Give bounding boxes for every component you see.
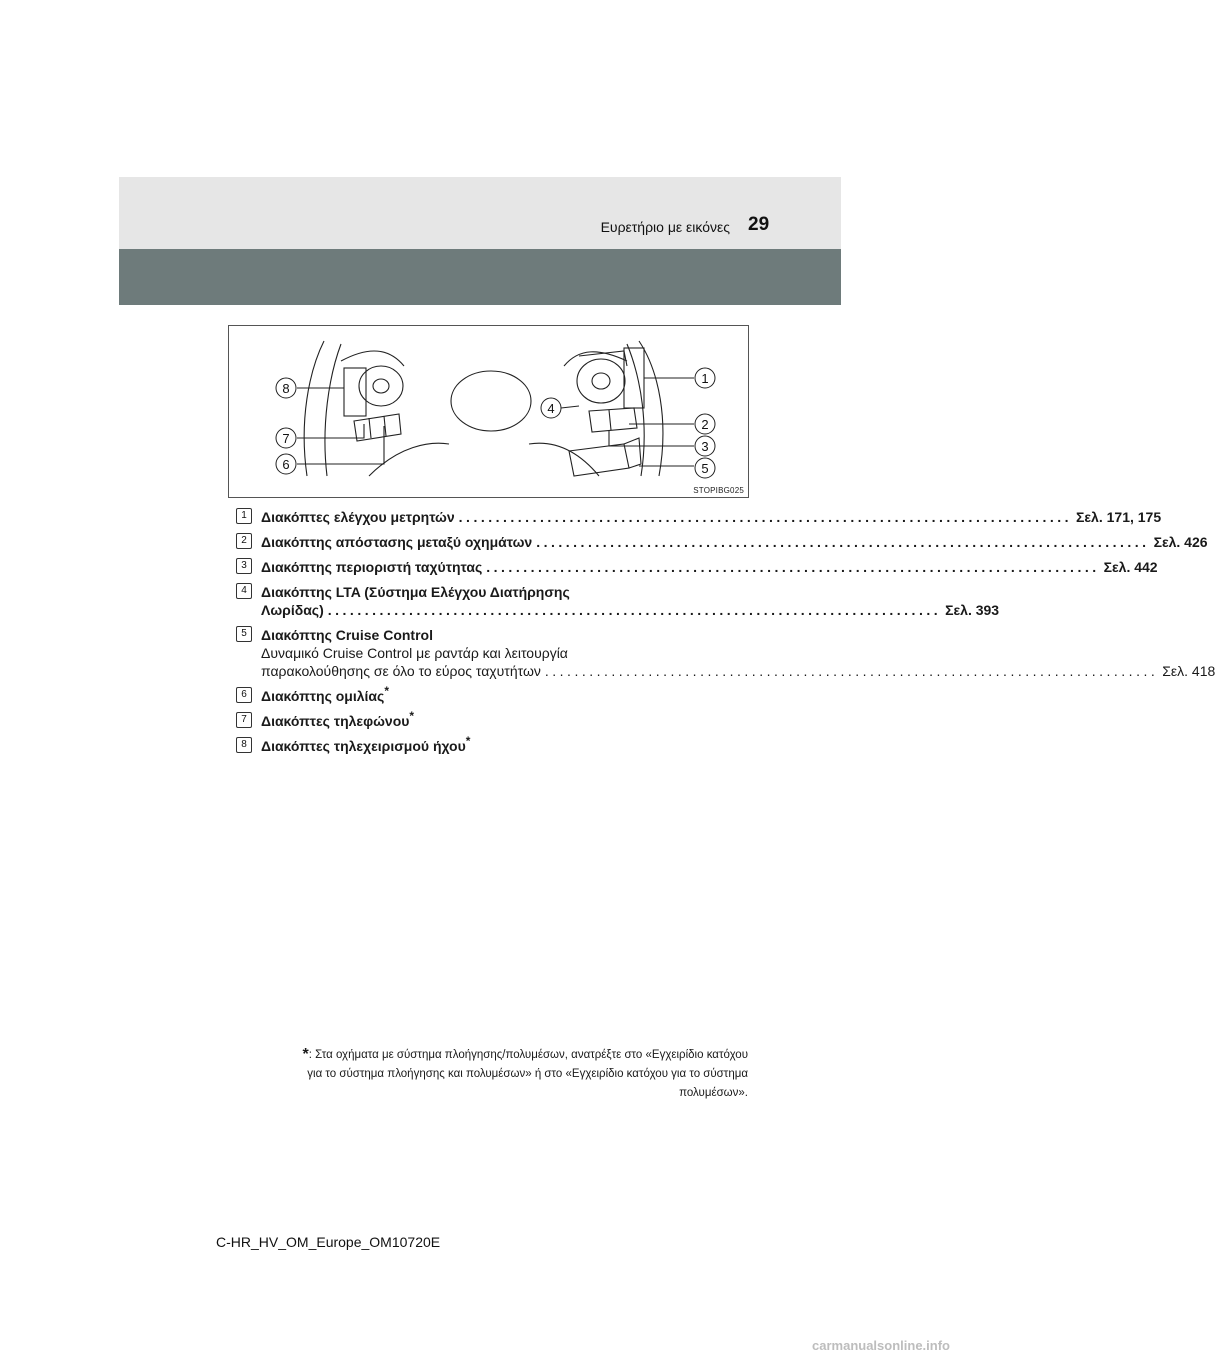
footnote (228, 1045, 748, 1103)
page-number: 29 (748, 214, 770, 235)
callout-1: 1 (701, 371, 709, 386)
steering-wheel-figure (228, 325, 749, 498)
callout-2: 2 (701, 417, 709, 432)
page-reference[interactable]: Σελ. 393 (945, 602, 1000, 618)
footnote-mark: * (409, 709, 415, 723)
page-reference[interactable]: Σελ. 442 (1103, 559, 1158, 575)
item-number: 2 (236, 533, 252, 549)
list-item (236, 558, 1158, 576)
list-item (236, 684, 726, 705)
footnote-line-3: πολυμέσων». (679, 1087, 748, 1099)
list-item (236, 533, 1208, 551)
item-number: 3 (236, 558, 252, 574)
callout-5: 5 (701, 461, 709, 476)
list-item (236, 734, 726, 755)
item-label: Διακόπτης περιοριστή ταχύτητας (261, 559, 483, 575)
watermark: carmanualsonline.info (812, 1338, 950, 1353)
item-number: 4 (236, 583, 252, 599)
list-item (236, 626, 1215, 680)
list-item (236, 709, 726, 730)
item-label: Διακόπτες τηλεφώνου (261, 713, 410, 729)
switch-list (236, 508, 1215, 762)
callout-8: 8 (282, 381, 290, 396)
page-reference[interactable]: Σελ. 426 (1153, 534, 1208, 550)
item-label: Διακόπτες τηλεχειρισμού ήχου (261, 738, 466, 754)
callout-3: 3 (701, 439, 709, 454)
item-number: 6 (236, 687, 252, 703)
list-item (236, 508, 1162, 526)
item-number: 7 (236, 712, 252, 728)
item-label-cont: Λωρίδας) (261, 602, 324, 618)
header-bar (119, 249, 841, 305)
leader-dots: ................................................................................... (458, 509, 1073, 525)
page-reference[interactable]: Σελ. 418 (1162, 663, 1215, 679)
item-description: Δυναμικό Cruise Control με ραντάρ και λειτουργία (261, 645, 568, 661)
item-number: 8 (236, 737, 252, 753)
footnote-line-2: για το σύστημα πλοήγησης και πολυμέσων» ή στο «Εγχειρίδιο κατόχου για το σύστημα (307, 1068, 748, 1080)
footnote-star: * (302, 1046, 309, 1063)
figure-code: STOPIBG025 (693, 486, 744, 495)
item-label: Διακόπτης απόστασης μεταξύ οχημάτων (261, 534, 533, 550)
leader-dots: ................................................................................... (327, 602, 942, 618)
item-label: Διακόπτες ελέγχου μετρητών (261, 509, 455, 525)
section-title: Ευρετήριο με εικόνες (600, 219, 730, 235)
item-description-cont: παρακολούθησης σε όλο το εύρος ταχυτήτων (261, 663, 541, 679)
steering-wheel-illustration (229, 326, 750, 499)
list-item (236, 583, 1000, 619)
footnote-mark: * (384, 684, 389, 698)
item-number: 5 (236, 626, 252, 642)
item-number: 1 (236, 508, 252, 524)
callout-4: 4 (547, 401, 555, 416)
page-reference[interactable]: Σελ. 171, 175 (1076, 509, 1162, 525)
leader-dots: ................................................................................... (536, 534, 1150, 550)
item-label: Διακόπτης LTA (Σύστημα Ελέγχου Διατήρησης (261, 584, 570, 600)
item-label: Διακόπτης Cruise Control (261, 627, 433, 643)
document-code: C-HR_HV_OM_Europe_OM10720E (216, 1234, 441, 1250)
item-label: Διακόπτης ομιλίας (261, 688, 385, 704)
header-band (119, 177, 841, 249)
callout-7: 7 (282, 431, 290, 446)
footnote-line-1: : Στα οχήματα με σύστημα πλοήγησης/πολυμέσων, ανατρέξτε στο «Εγχειρίδιο κατόχου (308, 1049, 748, 1061)
leader-dots: ................................................................................... (486, 559, 1100, 575)
callout-6: 6 (282, 457, 290, 472)
footnote-mark: * (465, 734, 471, 748)
leader-dots: ................................................................................... (544, 663, 1159, 679)
